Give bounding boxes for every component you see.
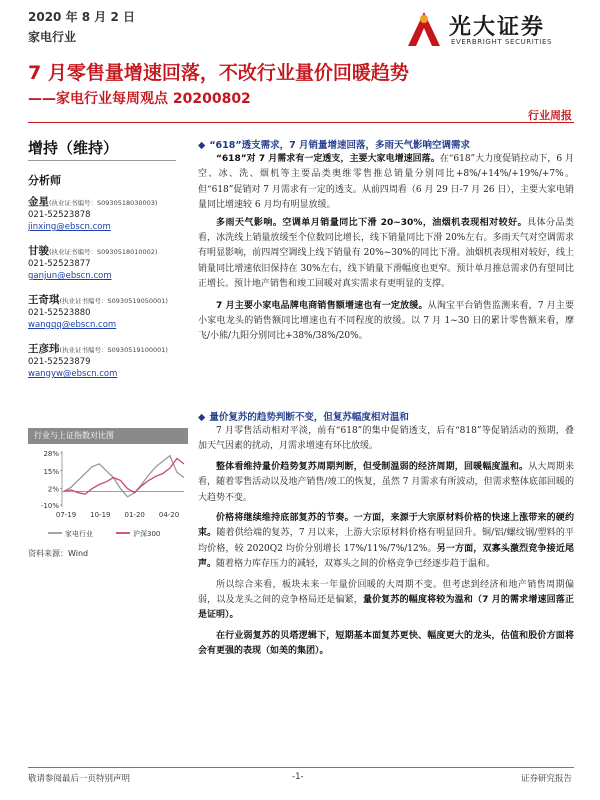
logo-chinese-text: 光大证券 <box>449 14 546 40</box>
analyst-heading: 分析师 <box>28 174 61 187</box>
analyst-name: 金星 <box>28 196 49 208</box>
index-comparison-chart <box>28 428 188 543</box>
analyst-name: 甘骏 <box>28 245 49 257</box>
logo-english-text: EVERBRIGHT SECURITIES <box>451 38 553 46</box>
analyst-email[interactable]: wangyw@ebscn.com <box>28 369 118 379</box>
series-line <box>64 456 184 497</box>
analyst-email[interactable]: ganjun@ebscn.com <box>28 271 112 281</box>
report-subtitle: ——家电行业每周观点 20200802 <box>28 91 251 107</box>
y-tick-label: 2% <box>47 485 59 494</box>
legend-label: 家电行业 <box>65 530 93 538</box>
x-tick-label: 04-20 <box>158 511 180 519</box>
disclaimer-note: 敬请参阅最后一页特别声明 <box>28 774 131 784</box>
analyst-phone: 021-52523880 <box>28 308 91 318</box>
chart-source: 资料来源：Wind <box>28 549 89 558</box>
footer-divider <box>28 767 574 768</box>
analyst-name: 王奇琪 <box>28 294 60 306</box>
sidebar-divider <box>28 160 176 161</box>
section-2-body <box>198 424 574 660</box>
analyst-name: 王彦玮 <box>28 343 60 355</box>
diamond-bullet-icon: ◆ <box>198 412 206 423</box>
diamond-bullet-icon: ◆ <box>198 140 206 151</box>
section-heading-2: ◆ 量价复苏的趋势判断不变，但复苏幅度相对温和 <box>198 412 409 423</box>
analyst-license: (执业证书编号：S0930518010002) <box>49 248 158 256</box>
x-tick-label: 07-19 <box>55 511 77 519</box>
paragraph: 7 月主要小家电品牌电商销售额增速也有一定放缓。从淘宝平台销售监测来看，7 月主要小家电龙头的销售额同比增速也有不同程度的放缓。以 7 月 1~30 日的累计零售额来看，摩飞/小熊/九阳分别同比+38%/38%/20%。 <box>198 300 574 342</box>
sector-label: 家电行业 <box>28 30 77 44</box>
analyst-license: (执业证书编号：S0930518030003) <box>49 199 158 207</box>
paragraph: 在行业弱复苏的贝塔逻辑下，短期基本面复苏更快、幅度更大的龙头，估值和股价方面将会有更强的表现（如美的集团）。 <box>198 630 574 657</box>
paragraph: 整体看维持量价趋势复苏周期判断，但受制温弱的经济周期，回暖幅度温和。从大周期来看，随着零售活动以及地产销售/竣工的恢复，虽然 7 月需求有所波动，但需求整体底部回暖的大趋势不变。 <box>198 461 574 503</box>
legend-label: 沪深300 <box>133 530 161 538</box>
rating: 增持（维持） <box>28 139 119 157</box>
analyst-card <box>28 343 188 380</box>
paragraph: “618”对 7 月需求有一定透支，主要大家电增速回落。在“618”大力度促销拉动下，6 月空、冰、洗、烟机等主要品类奥维零售推总销量分别同比+8%/+14%/+19%/+7%。但“618”促销对 7 月需求有一定的透支。从前四周看（6 月 29 日-7 月 26 日），主要大家电销量同比增速较 6 月均有明显放缓。 <box>198 154 575 211</box>
analyst-card <box>28 294 188 331</box>
paragraph: 所以综合来看，板块未来一年量价回暖的大周期不变。但考虑到经济和地产销售周期偏弱，以及龙头之间的竞争格局还是偏紧，量价复苏的幅度将较为温和（7 月的需求增速回落正是证明）。 <box>198 579 574 621</box>
paragraph: 价格将继续维持底部复苏的节奏。一方面，来源于大宗原材料价格的快速上涨带来的硬约束。随着供给端的复苏，7 月以来，上游大宗原材料价格有明显回升。铜/铝/螺纹钢/塑料的平均价格，较 2020Q2 均价分别增长 17%/11%/7%/12%。另一方面，双寡头激烈竞争接近尾声。随着格力库存压力的减轻，双寡头之间的价格竞争已经逐步趋于温和。 <box>198 513 574 570</box>
analyst-phone: 021-52523877 <box>28 259 91 269</box>
analyst-card <box>28 196 188 233</box>
y-tick-label: 28% <box>43 450 59 458</box>
report-date: 2020 年 8 月 2 日 <box>28 10 135 24</box>
analyst-license: (执业证书编号：S0930519100001) <box>59 346 168 354</box>
page-number: -1- <box>292 772 304 782</box>
report-title: 7 月零售量增速回落，不改行业量价回暖趋势 <box>28 62 409 84</box>
y-tick-label: -10% <box>40 502 59 510</box>
paragraph: 多雨天气影响。空调单月销量同比下滑 20~30%，油烟机表现相对较好。具体分品类看，冰洗线上销量放缓至个位数同比增长，线下销量同比下滑 20%左右。多雨天气对空调需求有明显影响，前四周空调线上线下销量有 20%~30%的同比下滑。油烟机表现相对较好，线上销量同比增速依旧保持在 30%左右，线下销量下滑幅度也更窄。预计单月推总需求仍有望同比正增长。预计地产销售和竣工回暖对真实需求有更明显的支撑。 <box>198 217 574 290</box>
header-divider <box>28 122 574 123</box>
analyst-phone: 021-52523879 <box>28 357 91 367</box>
y-tick-label: 15% <box>43 467 59 476</box>
analyst-license: (执业证书编号：S0930519050001) <box>59 297 168 305</box>
logo-mark-icon <box>405 10 443 48</box>
section-1-body <box>198 152 574 345</box>
chart-title: 行业与上证指数对比图 <box>28 428 188 444</box>
report-type-label: 行业周报 <box>528 109 572 122</box>
analyst-card <box>28 245 188 282</box>
analyst-phone: 021-52523878 <box>28 210 91 220</box>
analyst-email[interactable]: wangqq@ebscn.com <box>28 320 117 330</box>
paragraph: 7 月零售活动相对平淡，前有“618”的集中促销透支，后有“818”等促销活动的预期，叠加天气因素的扰动，月需求增速有环比放缓。 <box>198 426 574 452</box>
company-logo <box>405 8 570 50</box>
x-tick-label: 01-20 <box>124 511 145 519</box>
section-heading-1: ◆ “618”透支需求，7 月销量增速回落，多雨天气影响空调需求 <box>198 140 471 151</box>
analyst-email[interactable]: jinxing@ebscn.com <box>28 222 111 232</box>
chart-plot <box>28 445 188 543</box>
report-category: 证券研究报告 <box>520 774 572 784</box>
x-tick-label: 10-19 <box>90 511 111 519</box>
